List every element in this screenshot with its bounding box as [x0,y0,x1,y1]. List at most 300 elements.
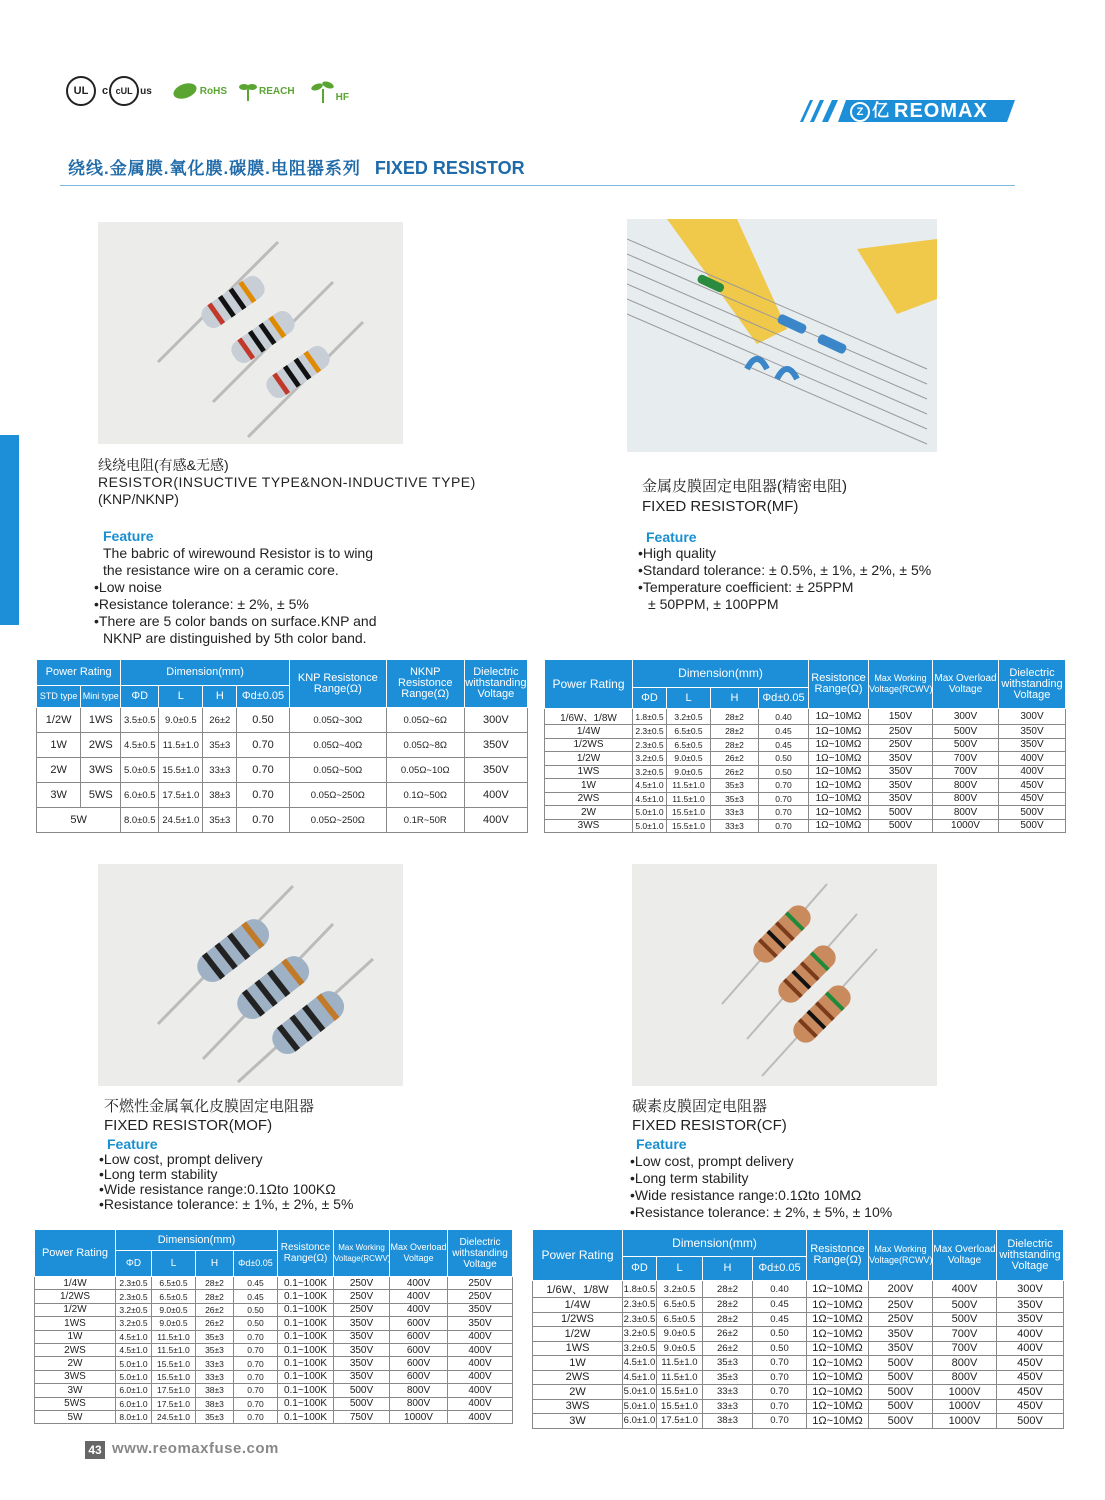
col-h: H [196,1251,234,1277]
table-cell: 400V [464,808,527,833]
mf-caption-en: FIXED RESISTOR(MF) [642,498,799,515]
table-cell: 0.70 [753,1356,807,1371]
table-cell: 38±3 [196,1397,234,1410]
mof-resistor-photo [98,864,403,1086]
table-cell: 1Ω~10MΩ [807,1414,869,1429]
col-l: L [152,1251,196,1277]
table-cell: 17.5±1.0 [159,783,203,808]
col-dielectric: Dielectric withstanding Voltage [464,660,527,708]
table-cell: 800V [933,1370,997,1385]
table-cell: 1/2WS [533,1312,623,1327]
table-cell: 0.50 [237,708,290,733]
col-range: Resistonce Range(Ω) [807,1230,869,1281]
table-cell: 4.5±1.0 [633,792,667,806]
table-cell: 250V [869,738,933,752]
col-dimension: Dimension(mm) [116,1230,278,1251]
list-item: The babric of wirewound Resistor is to wing [103,545,374,561]
table-cell: 38±3 [196,1384,234,1397]
knp-resistor-photo [98,222,403,444]
table-cell: 0.45 [759,725,809,739]
table-row [35,1357,513,1370]
table-cell: 0.05Ω~40Ω [289,733,386,758]
side-tab [0,435,19,625]
table-cell: 800V [933,779,999,793]
table-cell: 500V [999,819,1066,833]
table-cell: 9.0±0.5 [667,765,711,779]
table-cell: 350V [997,1298,1064,1313]
table-cell: 500V [933,725,999,739]
table-cell: 0.70 [753,1370,807,1385]
table-cell: 400V [390,1290,448,1303]
table-row [37,708,528,733]
table-cell: 35±3 [203,733,237,758]
table-cell: 1Ω~10MΩ [807,1370,869,1385]
table-cell: 2.3±0.5 [633,738,667,752]
table-cell: 400V [997,1341,1064,1356]
table-cell: 0.50 [759,765,809,779]
table-cell: 450V [997,1399,1064,1414]
table-cell: 2W [35,1357,116,1370]
table-row [35,1317,513,1330]
table-cell: 35±3 [196,1330,234,1343]
table-cell: 0.45 [234,1290,278,1303]
mof-feature-title: Feature [107,1136,158,1152]
table-cell: 11.5±1.0 [657,1370,703,1385]
table-cell: 600V [390,1330,448,1343]
table-cell: 1Ω~10MΩ [809,792,869,806]
table-cell: 26±2 [196,1303,234,1316]
table-cell: 26±2 [711,765,759,779]
table-cell: 700V [933,1341,997,1356]
table-cell: 0.1~100K [278,1397,334,1410]
table-cell: 150V [869,709,933,725]
table-row [533,1385,1064,1400]
table-cell: 350V [869,792,933,806]
table-cell: 0.1R~50R [386,808,464,833]
table-cell: 400V [448,1370,513,1383]
col-dd: Φd±0.05 [759,688,809,709]
table-cell: 11.5±1.0 [152,1343,196,1356]
table-cell: 450V [997,1356,1064,1371]
table-cell: 500V [869,806,933,820]
table-row [533,1414,1064,1429]
col-l: L [657,1257,703,1281]
table-cell: 0.70 [237,733,290,758]
table-cell: 450V [997,1385,1064,1400]
table-cell: 1000V [933,1385,997,1400]
table-cell: 0.40 [759,709,809,725]
table-cell: 1W [37,733,81,758]
table-cell: 9.0±0.5 [152,1303,196,1316]
col-dielectric: Dielectric withstanding Voltage [997,1230,1064,1281]
cf-resistor-photo [632,864,937,1086]
table-cell: 1/2W [533,1327,623,1342]
table-cell: 500V [869,1414,933,1429]
table-cell: 800V [933,806,999,820]
table-cell: 500V [869,1385,933,1400]
table-cell: 1Ω~10MΩ [809,752,869,766]
list-item: •Wide resistance range:0.1Ωto 10MΩ [630,1187,862,1203]
table-cell: 450V [999,792,1066,806]
table-cell: 24.5±1.0 [152,1410,196,1423]
table-cell: 1/2W [35,1303,116,1316]
table-cell: 28±2 [711,725,759,739]
table-cell: 450V [997,1370,1064,1385]
table-cell: 350V [464,733,527,758]
table-cell: 5.0±1.0 [116,1370,152,1383]
table-cell: 1/4W [533,1298,623,1313]
table-cell: 350V [464,758,527,783]
table-row [35,1397,513,1410]
table-cell: 350V [869,1327,933,1342]
table-cell: 33±3 [711,819,759,833]
table-row [545,709,1066,725]
mf-caption [642,477,847,517]
table-cell: 400V [390,1277,448,1290]
table-cell: 1Ω~10MΩ [807,1327,869,1342]
col-mini-type: Mini type [81,686,121,708]
table-row [533,1281,1064,1298]
table-cell: 1Ω~10MΩ [807,1281,869,1298]
table-cell: 350V [334,1330,390,1343]
table-cell: 0.70 [234,1397,278,1410]
table-cell: 0.70 [759,792,809,806]
table-cell: 35±3 [203,808,237,833]
table-cell: 0.1~100K [278,1303,334,1316]
list-item: NKNP are distinguished by 5th color band. [103,630,367,646]
table-cell: 2WS [81,733,121,758]
table-row [533,1341,1064,1356]
col-power-rating: Power Rating [533,1230,623,1281]
knp-caption [98,457,476,508]
hf-logo: HF [311,79,349,103]
table-cell: 6.0±0.5 [121,783,159,808]
table-cell: 0.1~100K [278,1370,334,1383]
table-cell: 3W [533,1414,623,1429]
table-cell: 24.5±1.0 [159,808,203,833]
col-range: Resistonce Range(Ω) [809,660,869,709]
table-cell: 35±3 [196,1343,234,1356]
col-range: Resistonce Range(Ω) [278,1230,334,1277]
table-cell: 28±2 [703,1298,753,1313]
table-cell: 0.1~100K [278,1357,334,1370]
table-cell: 6.0±1.0 [116,1384,152,1397]
table-cell: 2.3±0.5 [116,1290,152,1303]
title-divider [60,185,1015,186]
table-cell: 33±3 [703,1399,753,1414]
table-cell: 350V [999,738,1066,752]
table-cell: 0.70 [234,1330,278,1343]
list-item: •Resistance tolerance: ± 2%, ± 5% [94,596,309,612]
table-cell: 0.1~100K [278,1343,334,1356]
page-title [68,154,525,179]
table-cell: 0.40 [753,1281,807,1298]
table-cell: 1W [545,779,633,793]
table-cell: 2.3±0.5 [623,1313,656,1325]
table-cell: 1/2W [545,752,633,766]
table-cell: 1Ω~10MΩ [809,779,869,793]
table-cell: 400V [448,1384,513,1397]
table-cell: 3.2±0.5 [633,752,667,766]
table-cell: 0.45 [753,1312,807,1327]
col-power-rating: Power Rating [37,660,121,686]
table-cell: 3.2±0.5 [633,765,667,779]
table-cell: 250V [869,1298,933,1313]
list-item: •There are 5 color bands on surface.KNP and [94,613,377,629]
list-item: •Long term stability [630,1170,749,1186]
table-cell: 9.0±0.5 [657,1327,703,1342]
table-cell: 700V [933,752,999,766]
table-cell: 9.0±0.5 [667,752,711,766]
table-cell: 0.05Ω~250Ω [289,808,386,833]
table-cell: 11.5±1.0 [657,1356,703,1371]
table-cell: 2W [37,758,81,783]
table-cell: 0.1~100K [278,1290,334,1303]
table-cell: 5.0±1.0 [633,819,667,833]
table-cell: 1/6W、1/8W [545,709,633,725]
list-item: •Low noise [94,579,162,595]
table-cell: 0.70 [753,1385,807,1400]
table-cell: 0.1~100K [278,1317,334,1330]
table-cell: 6.5±0.5 [657,1298,703,1313]
col-working: Max Working Voltage(RCWV) [869,1230,933,1281]
list-item: •Low cost, prompt delivery [99,1151,263,1167]
table-cell: 2W [545,806,633,820]
table-row [37,783,528,808]
table-cell: 33±3 [196,1370,234,1383]
table-cell: 0.70 [237,808,290,833]
table-cell: 400V [390,1303,448,1316]
table-cell: 1/4W [35,1277,116,1290]
table-cell: 1WS [545,765,633,779]
table-cell: 400V [448,1410,513,1423]
list-item: the resistance wire on a ceramic core. [103,562,339,578]
table-cell: 0.50 [759,752,809,766]
table-cell: 700V [933,765,999,779]
table-cell: 1.8±0.5 [633,709,667,725]
table-cell: 5.0±1.0 [633,806,667,820]
mof-caption [104,1097,314,1135]
knp-spec-table [36,659,528,833]
table-row [533,1370,1064,1385]
table-cell: 350V [334,1370,390,1383]
table-cell: 0.70 [753,1414,807,1429]
table-cell: 1Ω~10MΩ [807,1298,869,1313]
table-row [545,819,1066,833]
col-dimension: Dimension(mm) [121,660,290,686]
table-cell: 15.5±1.0 [152,1357,196,1370]
col-d: ΦD [623,1257,657,1281]
table-row [35,1290,513,1303]
table-cell: 0.05Ω~50Ω [289,758,386,783]
reach-logo: REACH [239,81,295,101]
table-cell: 3.5±0.5 [121,708,159,733]
cul-logo: c cUL us [102,76,152,106]
table-cell: 4.5±1.0 [116,1343,152,1356]
table-cell: 300V [933,709,999,725]
table-cell: 1Ω~10MΩ [809,765,869,779]
table-cell: 400V [448,1357,513,1370]
table-cell: 35±3 [711,779,759,793]
leaf-icon [172,81,198,101]
list-item: •Wide resistance range:0.1Ωto 100KΩ [99,1181,336,1197]
table-row [545,792,1066,806]
table-cell: 1Ω~10MΩ [807,1356,869,1371]
table-cell: 3W [35,1384,116,1397]
list-item: •High quality [638,545,717,561]
table-cell: 450V [999,779,1066,793]
table-cell: 15.5±1.0 [667,806,711,820]
table-cell: 0.70 [234,1410,278,1423]
table-row [545,752,1066,766]
table-cell: 200V [869,1281,933,1298]
brand-name: REOMAX [894,100,988,122]
sprout-icon [239,81,257,101]
table-cell: 0.70 [753,1399,807,1414]
table-cell: 800V [390,1384,448,1397]
table-cell: 0.1~100K [278,1384,334,1397]
table-cell: 350V [448,1317,513,1330]
table-cell: 400V [999,752,1066,766]
table-cell: 800V [933,1356,997,1371]
table-cell: 1000V [933,1399,997,1414]
col-l: L [159,686,203,708]
table-cell: 0.05Ω~6Ω [386,708,464,733]
table-cell: 300V [997,1281,1064,1298]
website-url: www.reomaxfuse.com [112,1440,279,1457]
table-cell: 500V [933,1312,997,1327]
table-cell: 600V [390,1370,448,1383]
table-cell: 35±3 [711,792,759,806]
table-cell: 28±2 [703,1312,753,1327]
table-cell: 2WS [533,1370,623,1385]
list-item: •Temperature coefficient: ± 25PPM [638,579,854,595]
col-dimension: Dimension(mm) [633,660,809,688]
table-cell: 800V [933,792,999,806]
table-cell: 2WS [545,792,633,806]
table-cell: 5.0±1.0 [623,1400,656,1412]
table-cell: 400V [933,1281,997,1298]
table-cell: 0.70 [234,1343,278,1356]
table-cell: 1Ω~10MΩ [807,1385,869,1400]
col-h: H [711,688,759,709]
mf-feature-list [638,545,931,613]
table-cell: 0.1~100K [278,1410,334,1423]
table-cell: 1WS [81,708,121,733]
table-cell: 1/4W [545,725,633,739]
ul-logo: UL [66,76,96,106]
table-cell: 38±3 [203,783,237,808]
table-row [545,738,1066,752]
table-cell: 350V [869,752,933,766]
table-cell: 250V [334,1290,390,1303]
list-item: •Resistance tolerance: ± 1%, ± 2%, ± 5% [99,1196,354,1212]
table-row [35,1343,513,1356]
mof-caption-cn: 不燃性金属氧化皮膜固定电阻器 [104,1098,315,1115]
table-cell: 350V [869,765,933,779]
rohs-logo: RoHS [172,81,227,101]
table-row [35,1330,513,1343]
table-cell: 750V [334,1410,390,1423]
table-cell: 28±2 [711,709,759,725]
table-cell: 3.2±0.5 [116,1303,152,1316]
table-cell: 350V [448,1303,513,1316]
table-cell: 4.5±1.0 [116,1330,152,1343]
table-cell: 15.5±1.0 [667,819,711,833]
mof-feature-list [99,1152,353,1212]
table-cell: 500V [997,1414,1064,1429]
table-cell: 6.5±0.5 [152,1277,196,1290]
cf-caption-cn: 碳素皮膜固定电阻器 [632,1098,768,1115]
mf-feature-title: Feature [646,529,697,545]
table-cell: 0.1~100K [278,1277,334,1290]
cert-logos [66,76,349,106]
table-cell: 5.0±1.0 [623,1386,656,1398]
table-cell: 500V [869,1370,933,1385]
table-cell: 500V [334,1397,390,1410]
table-row [545,765,1066,779]
table-cell: 1Ω~10MΩ [807,1312,869,1327]
table-cell: 8.0±1.0 [116,1410,152,1423]
table-cell: 26±2 [711,752,759,766]
table-cell: 38±3 [703,1414,753,1429]
col-d: ΦD [121,686,159,708]
col-h: H [203,686,237,708]
list-item: ± 50PPM, ± 100PPM [648,596,779,612]
table-cell: 400V [999,765,1066,779]
table-cell: 5WS [81,783,121,808]
mf-resistor-photo [627,219,937,452]
table-cell: 0.70 [234,1370,278,1383]
table-cell: 33±3 [196,1357,234,1370]
table-cell: 600V [390,1317,448,1330]
col-h: H [703,1257,753,1281]
table-cell: 0.05Ω~250Ω [289,783,386,808]
table-cell: 250V [869,1312,933,1327]
knp-caption-cn: 线绕电阻(有感&无感) [98,457,229,473]
table-cell: 11.5±1.0 [152,1330,196,1343]
table-row [35,1303,513,1316]
table-cell: 33±3 [703,1385,753,1400]
table-cell: 1/2WS [35,1290,116,1303]
table-cell: 0.50 [234,1303,278,1316]
table-cell: 4.5±0.5 [121,733,159,758]
table-row [35,1370,513,1383]
brand-prefix: 亿 [872,101,889,120]
page-title-cn: 绕线.金属膜.氧化膜.碳膜.电阻器系列 [68,159,361,178]
table-cell: 400V [448,1330,513,1343]
table-cell: 350V [869,1341,933,1356]
table-cell: 28±2 [703,1281,753,1298]
list-item: •Resistance tolerance: ± 2%, ± 5%, ± 10% [630,1204,893,1220]
table-cell: 350V [869,779,933,793]
table-cell: 33±3 [711,806,759,820]
table-cell: 500V [869,1399,933,1414]
table-cell: 1000V [933,1414,997,1429]
table-cell: 3.2±0.5 [116,1317,152,1330]
table-row [533,1399,1064,1414]
table-cell: 3WS [533,1399,623,1414]
table-cell: 700V [933,1327,997,1342]
table-cell: 400V [448,1397,513,1410]
table-row [37,733,528,758]
table-cell: 1W [533,1356,623,1371]
table-cell: 9.0±0.5 [657,1341,703,1356]
table-cell: 3W [37,783,81,808]
table-cell: 500V [999,806,1066,820]
table-cell: 3.2±0.5 [623,1328,656,1340]
table-cell: 250V [869,725,933,739]
